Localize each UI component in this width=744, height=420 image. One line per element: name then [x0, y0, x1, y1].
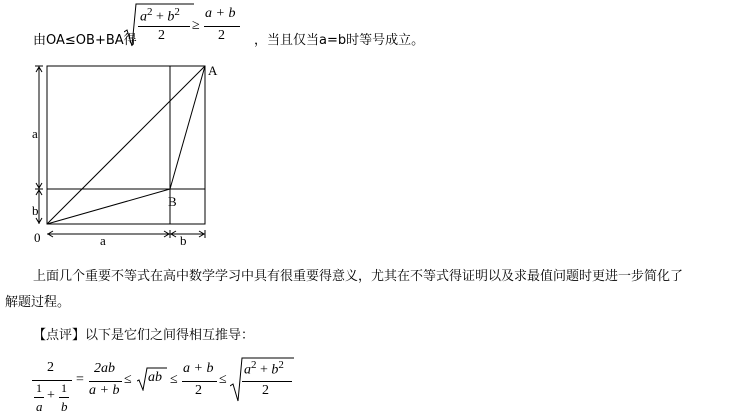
m-bar: [182, 381, 217, 382]
q-denominator: 2: [262, 383, 269, 398]
paragraph-line2: 解题过程。: [5, 295, 71, 310]
le-symbol-1: ≤: [124, 372, 132, 387]
eq-symbol: =: [76, 372, 84, 387]
paragraph-line1: 上面几个重要不等式在高中数学学习中具有很重要得意义，尤其在不等式得证明以及求最值问题时更进一步简化了: [33, 269, 684, 284]
geometry-figure: [30, 58, 220, 248]
label-O: 0: [34, 230, 41, 245]
hm-one1: 1: [36, 381, 42, 395]
label-B: B: [168, 194, 177, 209]
numerator-qm: $a^2 + b^2$: [140, 6, 180, 25]
q-bar: [242, 381, 292, 382]
g-denominator: a + b: [89, 383, 120, 398]
fraction-bar-qm: [138, 26, 190, 27]
sqrt-ab-text: ab: [148, 370, 162, 385]
hm-plus: +: [47, 388, 55, 403]
comment-text: 以下是它们之间得相互推导：: [85, 328, 255, 343]
line1-suffix: ，当且仅当a=b时等号成立。: [254, 33, 425, 48]
m-denominator: 2: [195, 383, 202, 398]
g-numerator: 2ab: [94, 361, 115, 376]
hm-one2: 1: [61, 381, 67, 395]
hm-den-b: b: [61, 399, 68, 414]
label-A: A: [208, 63, 218, 78]
label-b-horizontal: b: [180, 233, 187, 248]
m-numerator: a + b: [183, 361, 214, 376]
segment-OB: [47, 189, 170, 224]
le-symbol-2: ≤: [170, 372, 178, 387]
q-numerator: $a^2 + b^2$: [244, 359, 284, 378]
line1-prefix: 由OA≤OB+BA得: [33, 33, 137, 48]
segment-OA: [47, 66, 205, 224]
g-bar: [89, 381, 122, 382]
denominator-qm: 2: [158, 28, 165, 43]
denominator-am: 2: [218, 28, 225, 43]
le-symbol-3: ≤: [219, 372, 227, 387]
comment-line: [33, 324, 254, 343]
numerator-am: a + b: [205, 6, 236, 21]
segment-BA: [170, 66, 205, 189]
label-b-vertical: b: [32, 203, 39, 218]
fraction-bar-am: [204, 26, 240, 27]
label-a-vertical: a: [32, 126, 38, 141]
hm-den-a: a: [36, 399, 43, 414]
comment-tag: 【点评】: [33, 328, 86, 343]
hm-numerator: 2: [47, 360, 54, 375]
label-a-horizontal: a: [100, 233, 106, 248]
geq-symbol: ≥: [192, 18, 200, 33]
